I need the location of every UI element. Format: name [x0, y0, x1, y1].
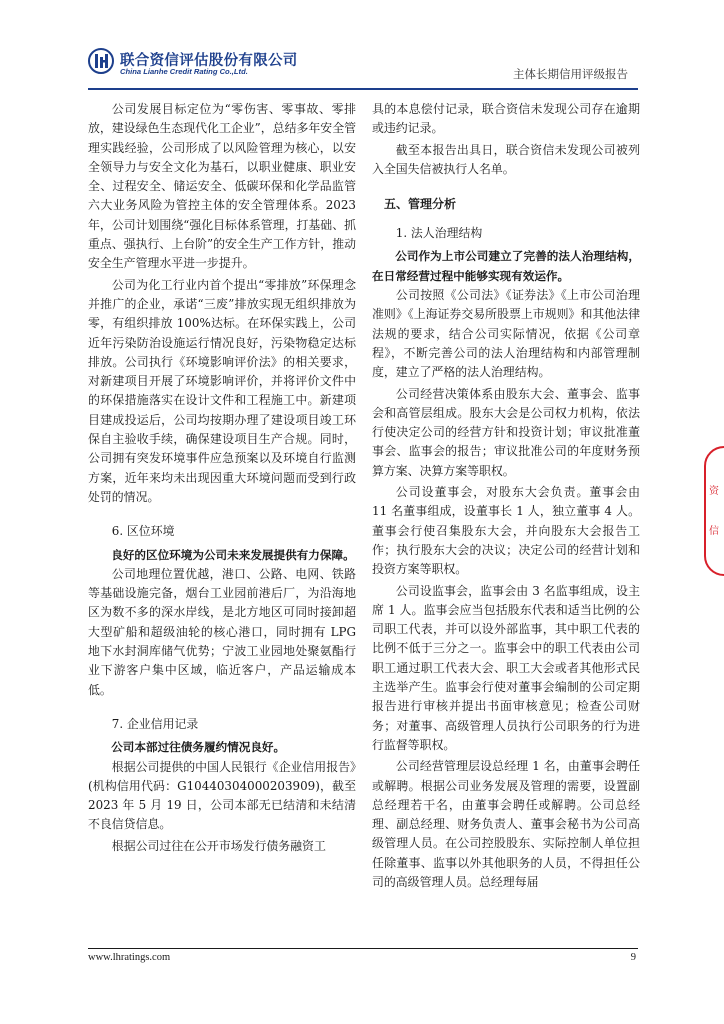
dishonest-list-paragraph: 截至本报告出具日，联合资信未发现公司被列入全国失信被执行人名单。 [372, 142, 640, 176]
page-number: 9 [630, 952, 636, 963]
debt-repayment-continuation: 具的本息偿付记录，联合资信未发现公司存在逾期或违约记录。 [372, 102, 640, 136]
company-name-cn: 联合资信评估股份有限公司 [120, 53, 298, 69]
location-lead: 良好的区位环境为公司未来发展提供有力保障。 [111, 547, 355, 562]
seal-char: 信 [709, 526, 719, 537]
board-paragraph: 公司设董事会，对股东大会负责。董事会由 11 名董事组成，设董事长 1 人，独立董事 4 人。董事会行使召集股东大会，并向股东大会报告工作；执行股东大会的决议；决定公司的经营计划和投资方案等职权。 [372, 485, 640, 577]
debt-repayment-paragraph: 根据公司过往在公开市场发行债务融资工 [111, 838, 326, 853]
header-divider [88, 88, 638, 90]
footer-website-link[interactable]: www.lhratings.com [88, 952, 171, 963]
left-column [88, 100, 356, 856]
company-name-en: China Lianhe Credit Rating Co.,Ltd. [120, 67, 248, 76]
governance-lead: 公司作为上市公司建立了完善的法人治理结构，在日常经营过程中能够实现有效运作。 [372, 249, 640, 283]
report-type-title: 主体长期信用评级报告 [513, 67, 628, 81]
location-paragraph: 公司地理位置优越，港口、公路、电网、铁路等基础设施完备，烟台工业园前港后厂，为沿海地区为数不多的深水岸线，是北方地区可同时接卸超大型矿船和超级油轮的核心港口，同时拥有 LPG 地下水封洞库储气优势；宁波工业园地处聚氨酯行业下游客户集中区域，临近客户，产品运输成本低。 [88, 566, 356, 697]
management-section-heading: 五、管理分析 [384, 197, 457, 212]
environment-paragraph: 公司为化工行业内首个提出“零排放”环保理念并推广的企业，承诺“三废”排放实现无组织排放为零，有组织排放 100%达标。在环保实践上，公司近年污染防治设施运行情况良好，污染物稳定达标排放。公司执行《环境影响评价法》的相关要求，对新建项目开展了环境影响评价，并将评价文件中的环保措施落实在设计文件和工程施工中。新建项目建成投运后，公司均按期办理了建设项目竣工环保自主验收手续，确保建设项目生产合规。同时，公司拥有突发环境事件应急预案以及环境自行监测方案，近年来均未出现因重大环境问题而受到行政处罚的情况。 [88, 277, 356, 504]
governance-heading: 1. 法人治理结构 [395, 226, 483, 241]
page-header [88, 46, 638, 90]
governance-paragraph: 公司按照《公司法》《证券法》《上市公司治理准则》《上海证券交易所股票上市规则》和其他法律法规的要求，结合公司实际情况，依据《公司章程》，不断完善公司的法人治理结构和内部管理制度，建立了严格的法人治理结构。 [372, 288, 640, 380]
lianhe-logo-icon [88, 48, 114, 74]
shareholders-meeting-paragraph: 公司经营决策体系由股东大会、董事会、监事会和高管层组成。股东大会是公司权力机构，依法行使决定公司的经营方针和投资计划；审议批准董事会、监事会的报告；审议批准公司的年度财务预算方案、决算方案等职权。 [372, 386, 640, 478]
location-heading: 6. 区位环境 [111, 524, 175, 539]
footer-divider [88, 948, 638, 949]
seal-char: 资 [709, 486, 719, 497]
credit-record-lead: 公司本部过往债务履约情况良好。 [111, 740, 286, 755]
company-seal-stamp [704, 446, 724, 576]
safety-management-paragraph: 公司发展目标定位为“零伤害、零事故、零排放，建设绿色生态现代化工企业”，总结多年安全管理实践经验，公司形成了以风险管理为核心，以安全领导力与安全文化为基石，以职业健康、职业安全、过程安全、储运安全、低碳环保和化学品监管六大业务风险为管控主体的安全管理体系。2023 年，公司计划围绕“强化目标体系管理，打基础、抓重点、强执行、上台阶”的安全生产工作方针，推动安全生产管理水平进一步提升。 [88, 102, 356, 271]
credit-record-heading: 7. 企业信用记录 [111, 716, 199, 731]
credit-report-paragraph: 根据公司提供的中国人民银行《企业信用报告》(机构信用代码：G10440304000203909)，截至 2023 年 5 月 19 日，公司本部无已结清和未结清不良信贷信息。 [88, 759, 356, 832]
supervisory-board-paragraph: 公司设监事会，监事会由 3 名监事组成，设主席 1 人。监事会应当包括股东代表和适当比例的公司职工代表，并可以设外部监事，其中职工代表的比例不低于三分之一。监事会中的职工代表由公司职工通过职工代表大会、职工大会或者其他形式民主选举产生。监事会行使对董事会编制的公司定期报告进行审核并提出书面审核意见；检查公司财务；对董事、高级管理人员执行公司职务的行为进行监督等职权。 [372, 583, 640, 752]
management-team-paragraph: 公司经营管理层设总经理 1 名，由董事会聘任或解聘。根据公司业务发展及管理的需要，设置副总经理若干名，由董事会聘任或解聘。公司总经理、副总经理、财务负责人、董事会秘书为公司高级管理人员。在公司控股股东、实际控制人单位担任除董事、监事以外其他职务的人员，不得担任公司的高级管理人员。总经理每届 [372, 759, 640, 889]
right-column [372, 100, 640, 892]
